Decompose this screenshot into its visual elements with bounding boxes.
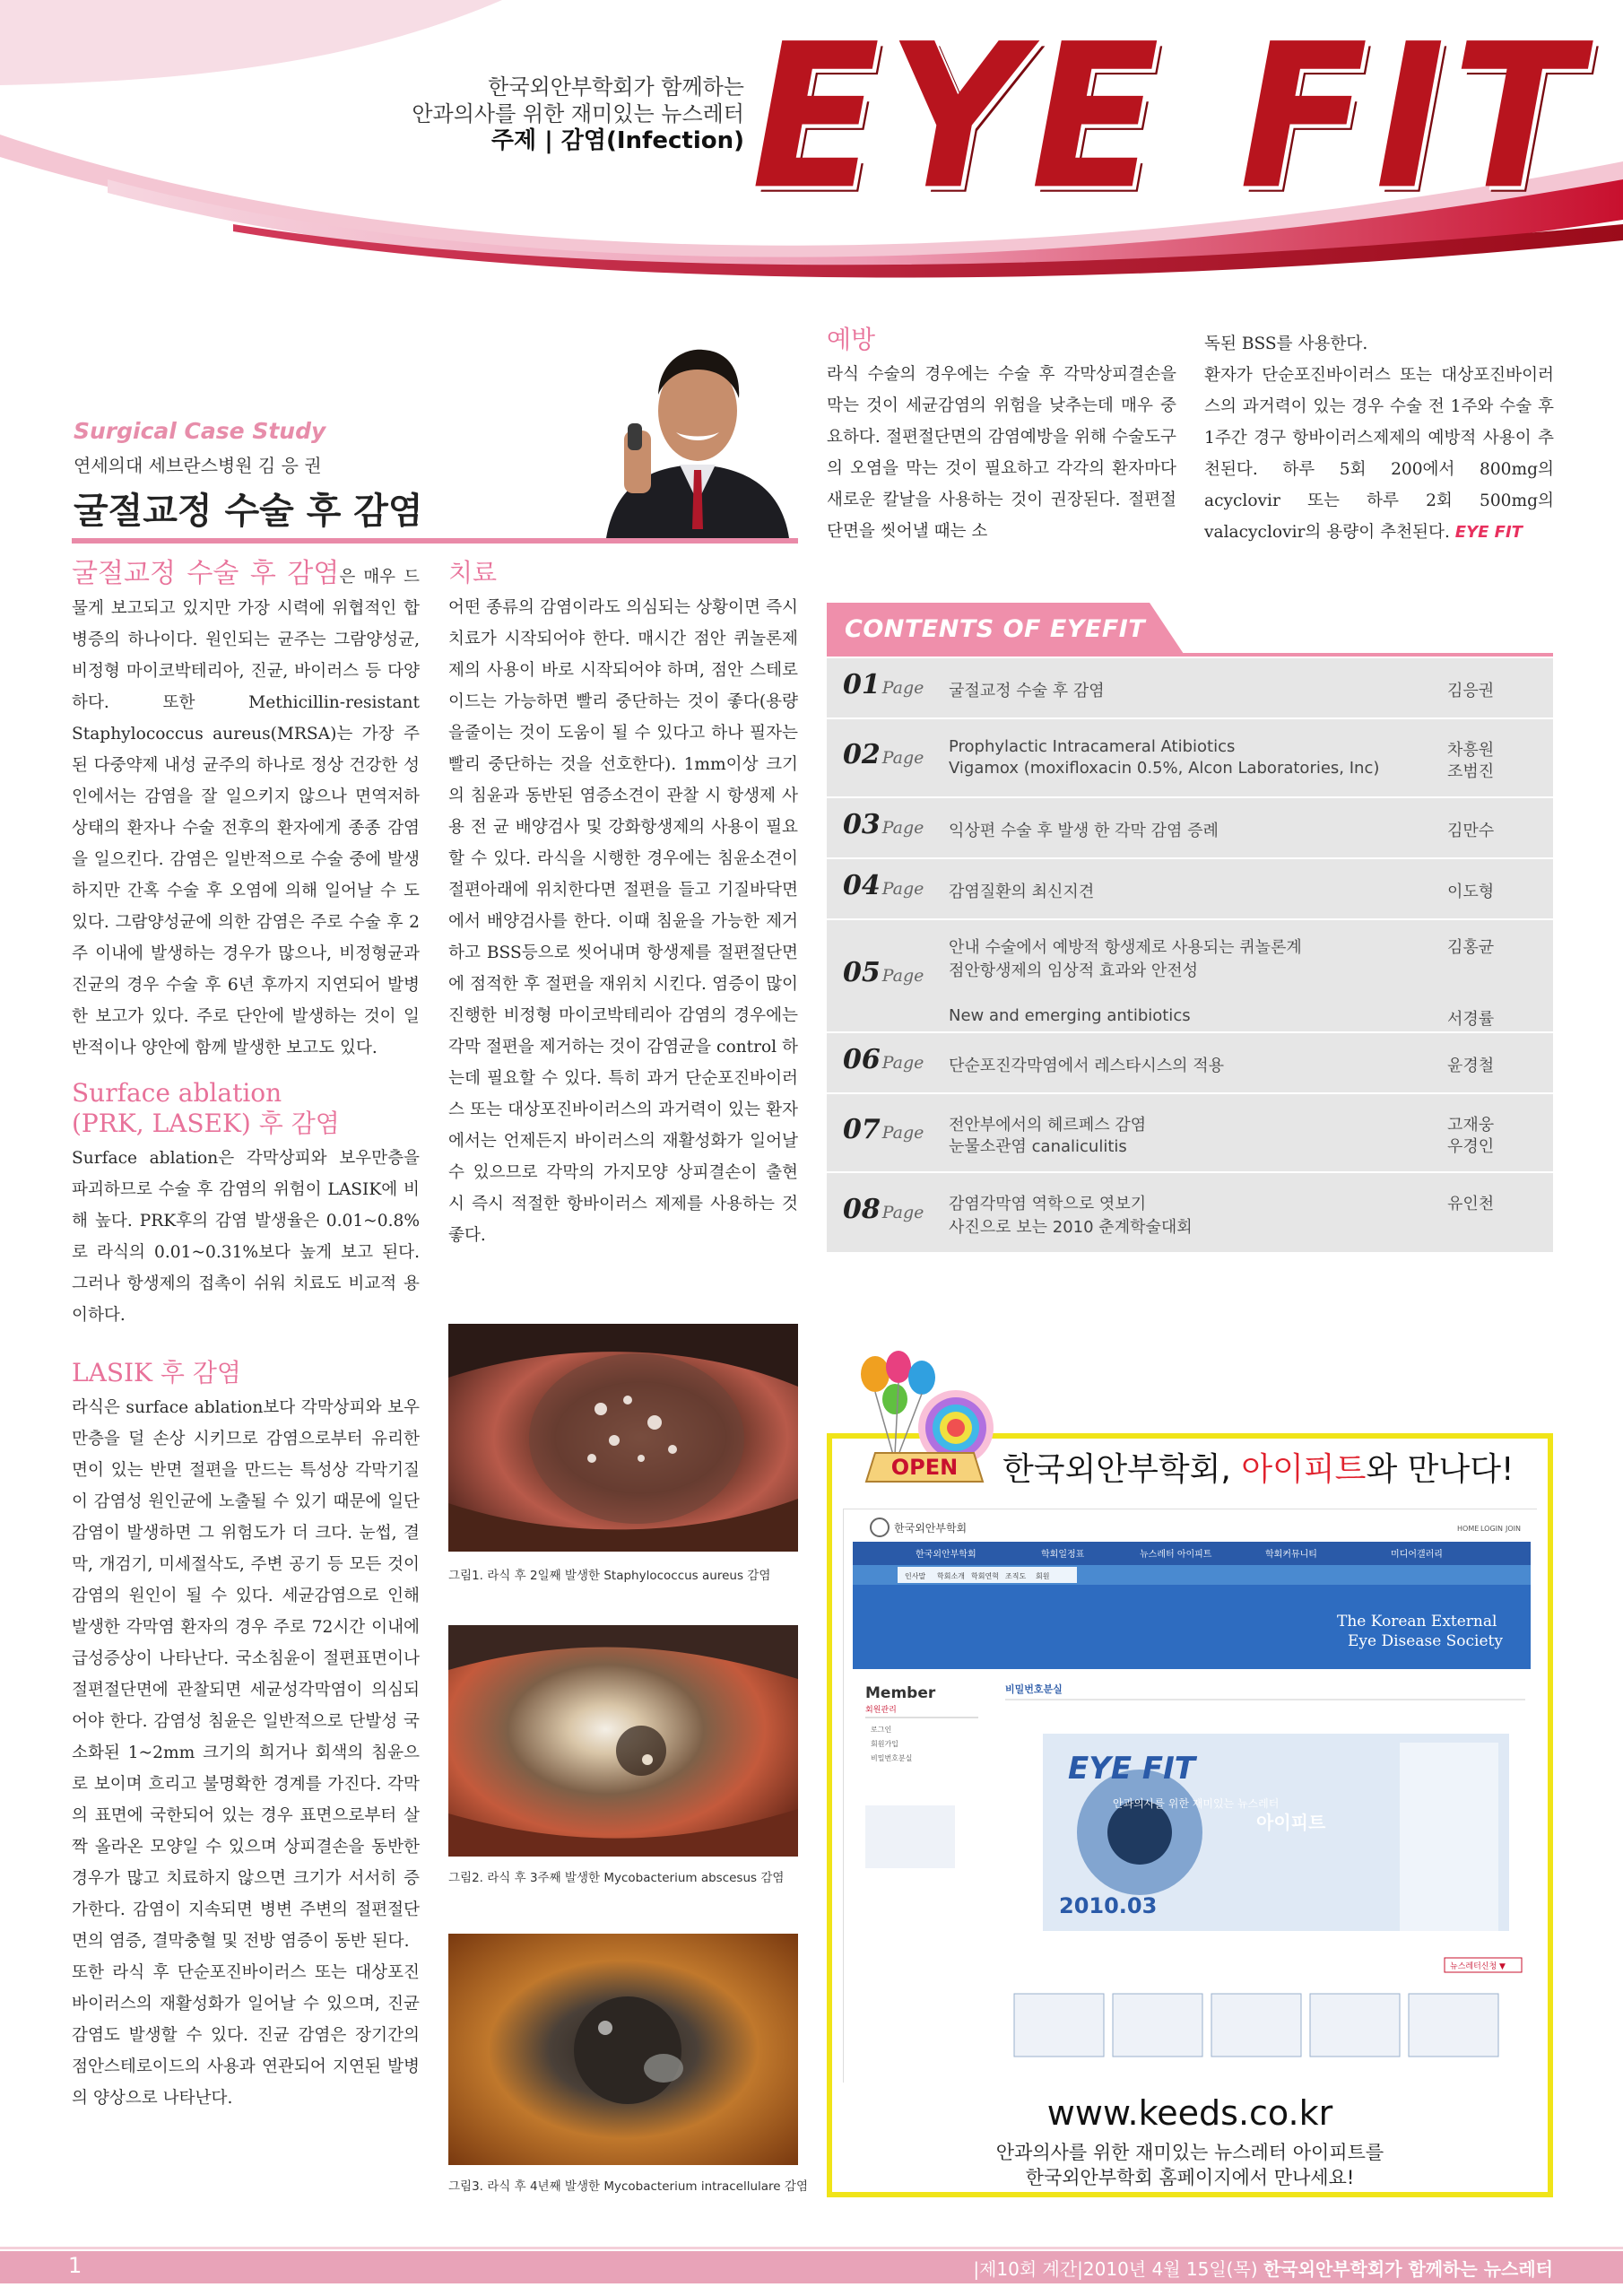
masthead-tagline [412,74,744,154]
contents-article-title[interactable]: Vigamox (moxifloxacin 0.5%, Alcon Laboratories, Inc) [949,759,1380,778]
article-author: 연세의대 세브란스병원 김 응 권 [74,455,322,476]
site-subnav-3[interactable]: 학회연혁 [971,1572,999,1580]
site-name: 한국외안부학회 [894,1522,968,1535]
promo-date: 2010.03 [1059,1893,1158,1918]
contents-article-title[interactable]: 전안부에서의 헤르페스 감염 [949,1116,1147,1135]
page-number: 1 [68,2253,82,2278]
contents-article-title[interactable]: 단순포진각막염에서 레스타시스의 적용 [949,1057,1225,1075]
lasik-paragraph-1: 라식은 surface ablation보다 각막상피와 보우만층을 덜 손상 시키므로 감염으로부터 유리한 면이 있는 반면 절편을 만드는 특성상 각막기질이 감염성 원인균에 노출될 수 있기 때문에 일단 감염이 발생하면 그 위험도가 더 크다. 눈썹, 결막, 개검기, 미세절삭도, 주변 공기 등 모든 것이 감염의 원인이 될 수 있다. 세균감염으로 인해 발생한 각막염 환자의 경우 주로 72시간 이내에 급성증상이 나타난다. 국소침윤이 절편표면이나 절편절단면에 관찰되면 세균성각막염이 의심되어야 한다. 감염성 침윤은 일반적으로 단발성 국소화된 1~2mm 크기의 희거나 회색의 침윤으로 보이며 흐리고 불명확한 경계를 가진다. 각막의 표면에 국한되어 있는 경우 표면으로부터 살짝 올라온 모양일 수 있으며 상피결손을 동반한 경우가 많고 치료하지 않으면 크기가 서서히 증가한다. 감염이 지속되면 병변 주변의 절편절단면의 염증, 결막충혈 및 전방 염증이 동반 된다. [72,1398,420,1951]
contents-page-number [843,1114,924,1145]
lead-text: 은 매우 드물게 보고되고 있지만 가장 시력에 위협적인 합병증의 하나이다. 원인되는 균주는 그람양성균, 비정형 마이코박테리아, 진균, 바이러스 등 다양하다. 또한 Methicillin-resistant Staphylococcus aureus(MRSA)는 가장 주된 다중약제 내성 균주의 하나로 정상 건강한 성인에서는 감염을 잘 일으키지 않으나 면역저하상태의 환자나 수술 전후의 환자에게 종종 감염을 일으킨다. 감염은 일반적으로 수술 중에 발생하지만 간혹 수술 후 오염에 의해 일어날 수 도 있다. 그람양성균에 의한 감염은 주로 수술 후 2주 이내에 발생하는 경우가 많으나, 비정형균과 진균의 경우 수술 후 6년 후까지 지연되어 발병한 보고가 있다. 주로 단안에 발생하는 것이 일반적이나 양안에 함께 발생한 보고도 있다. [72,568,420,1057]
site-banner-line1: The Korean External [1337,1613,1497,1631]
ad-subtext-2: 한국외안부학회 홈페이지에서 만나세요! [1025,2167,1355,2188]
site-page-title: 비밀번호분실 [1005,1683,1063,1695]
contents-row [827,857,1553,918]
open-label: OPEN [890,1455,959,1480]
contents-number: 02 [843,739,881,770]
contents-row [827,796,1553,857]
article-column-4 [1204,328,1554,548]
contents-article-title[interactable]: 익상편 수술 후 발생 한 각막 감염 증례 [949,822,1219,840]
contents-author: 윤경철 [1447,1057,1495,1075]
contents-page-number [843,870,924,901]
contents-author: 차흥원 [1447,741,1495,760]
contents-author: 김응권 [1447,682,1495,700]
contents-page-number [843,739,924,770]
contents-article-title[interactable]: 안내 수술에서 예방적 항생제로 사용되는 퀴놀론계 [949,938,1302,957]
newsletter-button[interactable]: 뉴스레터신청 ▼ [1450,1962,1506,1971]
issue-publisher: 한국외안부학회가 함께하는 뉴스레터 [1263,2258,1553,2280]
contents-author: 조범진 [1447,762,1495,781]
contents-page-word: Page [881,818,924,838]
article-column-2 [448,558,798,1251]
surface-ablation-paragraph: Surface ablation은 각막상피와 보우만층을 파괴하므로 수술 후 감염의 위험이 LASIK에 비해 높다. PRK후의 감염 발생율은 0.01~0.8%로 라식의 0.01~0.31%보다 높게 보고 된다. 그러나 항생제의 접촉이 쉬워 치료도 비교적 용이하다. [72,1149,420,1325]
contents-page-word: Page [881,879,924,899]
end-tag: EYE FIT [1454,523,1523,542]
author-photo [597,323,798,538]
contents-number: 07 [843,1114,881,1145]
contents-row [827,1092,1553,1171]
contents-author: 김만수 [1447,822,1495,840]
contents-article-title[interactable]: Prophylactic Intracameral Atibiotics [949,737,1236,756]
contents-page-number [843,1194,924,1225]
site-subnav-2[interactable]: 학회소개 [937,1572,965,1580]
heading-surface-ablation [72,1078,420,1139]
prevention-text-2: 환자가 단순포진바이러스 또는 대상포진바이러스의 과거력이 있는 경우 수술 전 1주와 수술 후 1주간 경구 항바이러스제제의 예방적 사용이 추천된다. 하루 5회 200에서 800mg의 acyclovir 또는 하루 2회 500mg의 valacyclovir의 용량이 추천된다. [1204,366,1554,542]
figure-1-image [448,1324,798,1552]
contents-row [827,718,1553,796]
issue-info [973,2255,1553,2281]
tagline-line1: 한국외안부학회가 함께하는 [488,74,744,100]
contents-number: 03 [843,809,881,840]
article-title: 굴절교정 수술 후 감염 [74,491,423,532]
site-nav-4[interactable]: 학회커뮤니티 [1265,1550,1317,1560]
contents-row [827,1171,1553,1252]
tagline-line2: 안과의사를 위한 재미있는 뉴스레터 [412,101,744,126]
site-subnav-1[interactable]: 인사말 [905,1572,926,1580]
heading-lasik: LASIK 후 감염 [72,1358,241,1387]
prevention-paragraph: 라식 수술의 경우에는 수술 후 각막상피결손을 막는 것이 세균감염의 위험을 낮추는데 매우 중요하다. 절편절단면의 감염예방을 위해 수술도구의 오염을 막는 것이 필요하고 각각의 환자마다 새로운 칼날을 사용하는 것이 권장된다. 절편절단면을 씻어낼 때는 소 [827,365,1176,541]
contents-number: 04 [843,870,881,901]
site-menu-3[interactable]: 비밀번호분실 [871,1754,913,1762]
contents-header [827,603,1553,657]
site-nav-3[interactable]: 뉴스레터 아이피트 [1140,1550,1212,1560]
figure-3-caption: 그림3. 라식 후 4년째 발생한 Mycobacterium intracellulare 감염 [448,2179,808,2194]
figure-2-image [448,1625,798,1857]
promo-name: 아이피트 [1256,1812,1326,1833]
heading-surface-ablation-line2: (PRK, LASEK) 후 감염 [72,1109,340,1138]
site-menu-2[interactable]: 회원가입 [871,1740,898,1748]
contents-article-title[interactable]: 사진으로 보는 2010 춘계학술대회 [949,1218,1193,1237]
contents-page-word: Page [881,678,924,698]
site-nav-5[interactable]: 미디어갤러리 [1391,1550,1443,1560]
contents-article-title[interactable]: 감염질환의 최신지견 [949,883,1095,901]
figure-2-caption: 그림2. 라식 후 3주째 발생한 Mycobacterium abscesus 감염 [448,1871,785,1885]
contents-page-word: Page [881,1123,924,1143]
issue-topic: 주제 | 감염(Infection) [490,127,744,154]
contents-row [827,1031,1553,1092]
contents-author: 유인천 [1447,1195,1495,1213]
heading-surface-ablation-line1: Surface ablation [72,1078,282,1108]
contents-article-title[interactable]: 감염각막염 역학으로 엿보기 [949,1195,1147,1213]
figure-1-caption: 그림1. 라식 후 2일째 발생한 Staphylococcus aureus 감염 [448,1569,771,1583]
prevention-paragraph-2 [1204,360,1554,548]
open-balloons-icon [839,1347,1010,1503]
article-column-1 [72,558,420,2114]
contents-row [827,657,1553,718]
lasik-paragraph-2: 또한 라식 후 단순포진바이러스 또는 대상포진바이러스의 재활성화가 일어날 수 있으며, 진균 감염도 발생할 수 있다. 진균 감염은 장기간의 점안스테로이드의 사용과 연관되어 지연된 발병의 양상으로 나타난다. [72,1963,420,2108]
site-login-link[interactable]: LOGIN [1480,1525,1504,1533]
contents-title: CONTENTS OF EYEFIT [845,615,1146,643]
ad-headline [1002,1444,1514,1490]
contents-page-number [843,957,924,988]
contents-page-number [843,1044,924,1075]
ad-headline-2: 아이피트 [1241,1451,1367,1488]
site-home-link[interactable]: HOME [1457,1525,1480,1533]
site-subnav-5[interactable]: 회원 [1036,1572,1050,1580]
contents-list [827,657,1553,1252]
contents-page-word: Page [881,1203,924,1222]
masthead [0,0,1623,287]
site-join-link[interactable]: JOIN [1506,1525,1521,1533]
contents-article-title[interactable]: New and emerging antibiotics [949,1006,1191,1025]
contents-number: 05 [843,957,881,988]
contents-article-title[interactable]: 점안항생제의 임상적 효과와 안전성 [949,961,1198,980]
contents-number: 01 [843,669,881,700]
site-member-sub: 회원관리 [865,1706,897,1715]
site-nav-2[interactable]: 학회일정표 [1041,1550,1085,1560]
contents-row [827,918,1553,1031]
promo-subtitle: 안과의사를 위한 재미있는 뉴스레터 [1113,1797,1280,1810]
site-subnav-4[interactable]: 조직도 [1005,1572,1027,1580]
footer-rule [0,2247,1623,2249]
heading-treatment: 치료 [448,558,498,587]
contents-article-title[interactable]: 눈물소관염 canaliculitis [949,1137,1127,1156]
contents-author: 이도형 [1447,883,1495,901]
contents-page-word: Page [881,966,924,986]
ad-subtext-1: 안과의사를 위한 재미있는 뉴스레터 아이피트를 [995,2142,1384,2163]
contents-author: 고재웅 [1447,1116,1495,1135]
figure-3-image [448,1934,798,2165]
contents-article-title[interactable]: 굴절교정 수술 후 감염 [949,682,1105,700]
section-label: Surgical Case Study [74,418,326,444]
prevention-continued: 독된 BSS를 사용한다. [1204,335,1368,353]
website-screenshot [843,1509,1537,2083]
heading-prevention: 예방 [827,325,876,354]
contents-box [827,603,1553,1252]
article-column-3 [827,325,1176,547]
site-banner-line2: Eye Disease Society [1348,1632,1503,1650]
title-divider [72,538,798,544]
website-ad [827,1433,1553,2197]
intro-paragraph [72,558,420,1064]
contents-page-number [843,809,924,840]
contents-page-word: Page [881,1053,924,1073]
contents-author: 우경인 [1447,1137,1495,1156]
lead-title: 굴절교정 수술 후 감염 [72,558,340,589]
eyefit-logo: EYE FIT [751,0,1588,234]
ad-headline-1: 한국외안부학회, [1002,1451,1242,1488]
issue-date: |제10회 계간|2010년 4월 15일(목) [973,2258,1258,2280]
contents-author: 김홍균 [1447,938,1495,957]
treatment-paragraph: 어떤 종류의 감염이라도 의심되는 상황이면 즉시 치료가 시작되어야 한다. 매시간 점안 퀴놀론제제의 사용이 바로 시작되어야 하며, 점안 스테로이드는 가능하면 빨리 중단하는 것이 좋다(용량을줄이는 것이 도움이 될 수 있다고 하나 필자는 빨리 중단하는 것을 선호한다). 1mm이상 크기의 침윤과 동반된 염증소견이 관찰 시 항생제 사용 전 균 배양검사 및 강화항생제의 사용이 필요할 수 있다. 라식을 시행한 경우에는 침윤소견이 절편아래에 위치한다면 절편을 들고 기질바닥면에서 배양검사를 한다. 이때 침윤을 가능한 제거하고 BSS등으로 씻어내며 항생제를 절편절단면에 점적한 후 절편을 재위치 시킨다. 염증이 많이 진행한 비정형 마이코박테리아 감염의 경우에는 각막 절편을 제거하는 것이 감염균을 control 하는데 필요할 수 있다. 특히 과거 단순포진바이러스 또는 대상포진바이러스의 과거력이 있는 환자에서는 언제든지 바이러스의 재활성화가 일어날 수 있으므로 각막의 가지모양 상피결손이 출현 시 즉시 적절한 항바이러스 제제를 사용하는 것 좋다. [448,598,798,1245]
contents-number: 06 [843,1044,881,1075]
site-nav-1[interactable]: 한국외안부학회 [916,1550,976,1560]
site-member-title: Member [865,1684,936,1702]
contents-page-word: Page [881,748,924,768]
ad-headline-3: 와 만나다! [1366,1451,1515,1488]
promo-logo: EYE FIT [1068,1751,1195,1787]
contents-author: 서경률 [1447,1010,1495,1029]
contents-number: 08 [843,1194,881,1225]
site-menu-1[interactable]: 로그인 [871,1726,892,1734]
contents-page-number [843,669,924,700]
website-url[interactable]: www.keeds.co.kr [1046,2093,1333,2133]
